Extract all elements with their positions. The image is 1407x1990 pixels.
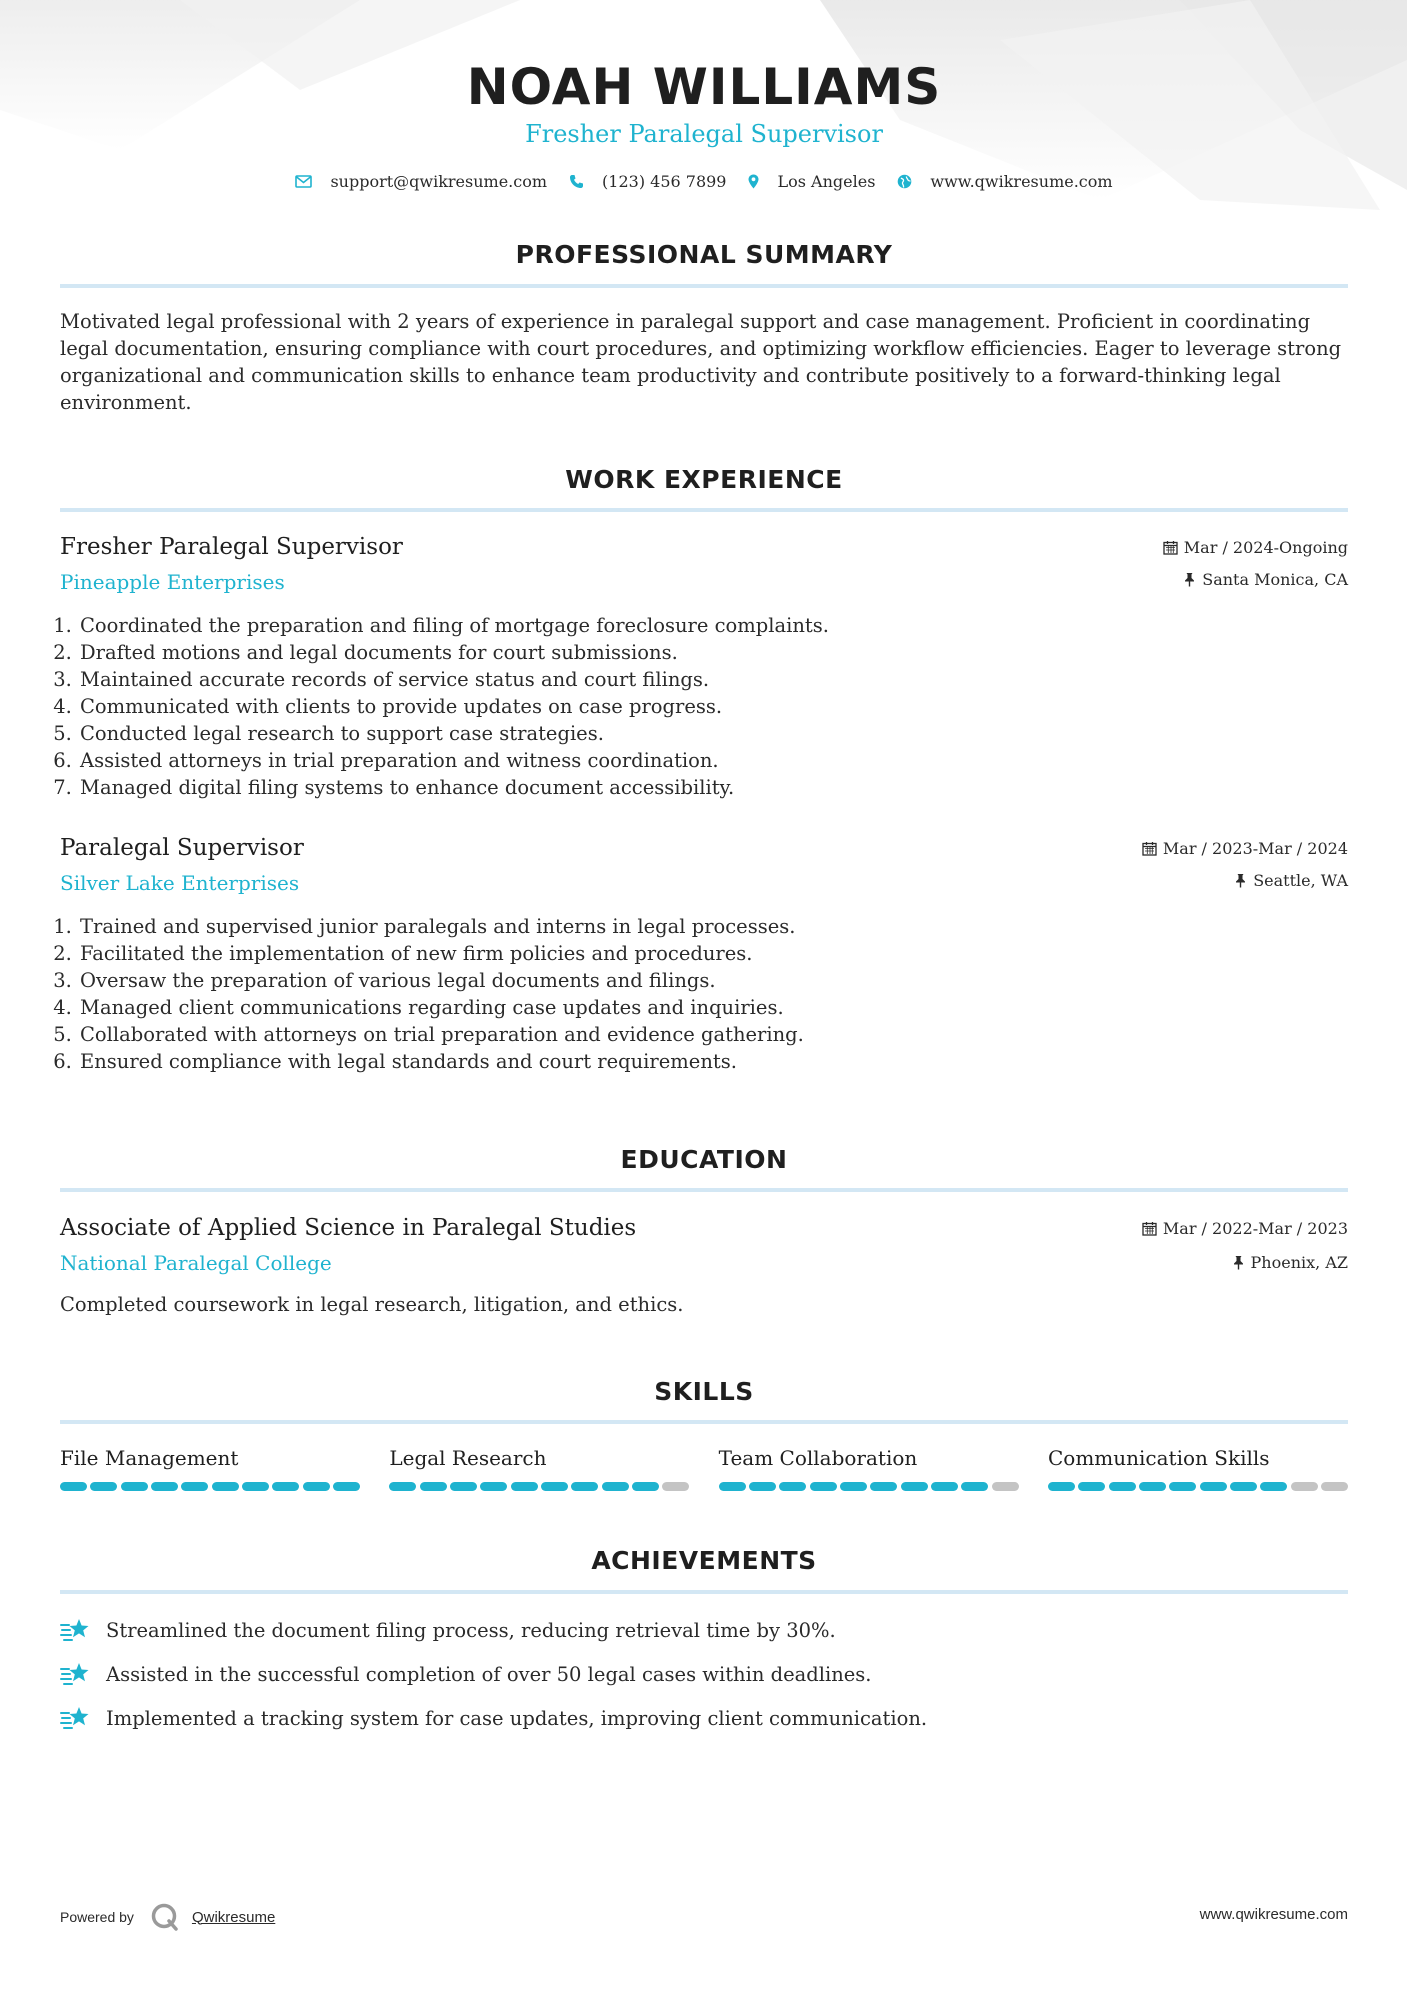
skill-dot-filled [60,1482,87,1491]
footer-powered-by [60,1902,275,1932]
qwikresume-link[interactable]: Qwikresume [191,1908,276,1926]
contact-email[interactable] [295,172,547,191]
job-title: Fresher Paralegal Supervisor [60,534,403,560]
skill-dot-filled [389,1482,416,1491]
footer-website[interactable]: www.qwikresume.com [1199,1906,1348,1923]
job-bullet: 6. Assisted attorneys in trial preparation and witness coordination. [78,747,829,774]
phone-icon [569,174,584,189]
achievement-item [60,1660,872,1688]
job-bullet: 6. Ensured compliance with legal standards and court requirements. [78,1048,804,1075]
job-bullets [60,612,829,801]
powered-by-label: Powered by [60,1909,134,1925]
education-date-text: Mar / 2022-Mar / 2023 [1162,1219,1348,1238]
contact-phone[interactable] [569,172,726,191]
shooting-star-icon [60,1616,92,1644]
skill-dot-filled [810,1482,837,1491]
skill-dot-empty [992,1482,1019,1491]
achievement-item [60,1704,927,1732]
pushpin-icon [1183,572,1196,587]
skill-item [389,1446,689,1491]
candidate-role: Fresher Paralegal Supervisor [525,120,883,148]
qwikresume-logo-icon [150,1902,180,1932]
calendar-icon [1142,1221,1157,1236]
summary-divider [60,284,1348,288]
skill-dot-filled [511,1482,538,1491]
skill-dot-filled [1200,1482,1227,1491]
job-bullet: 5. Collaborated with attorneys on trial preparation and evidence gathering. [78,1021,804,1048]
education-section-title: EDUCATION [620,1145,788,1174]
summary-text: Motivated legal professional with 2 years of experience in paralegal support and case management. Proficient in coordinating legal documentation, ensuring compliance with court procedures, and optimizing workflow efficiencies. Eager to leverage strong organizational and communication skills to enhance team productivity and contribute positively to a forward-thinking legal environment. [60,310,1342,414]
skills-section-title: SKILLS [654,1377,754,1406]
skill-dot-filled [870,1482,897,1491]
job-location [1183,570,1348,589]
skill-level-bar [60,1482,360,1491]
skill-dot-filled [242,1482,269,1491]
skill-dot-filled [151,1482,178,1491]
skill-dot-empty [1291,1482,1318,1491]
skill-dot-empty [1321,1482,1348,1491]
achievements-section-title: ACHIEVEMENTS [591,1546,817,1575]
job-location-text: Seattle, WA [1253,871,1348,890]
job-bullet: 1. Coordinated the preparation and filing of mortgage foreclosure complaints. [78,612,829,639]
job-bullet: 4. Managed client communications regarding case updates and inquiries. [78,994,804,1021]
job-company: Pineapple Enterprises [60,570,285,594]
skill-dot-filled [541,1482,568,1491]
pushpin-icon [1234,873,1247,888]
job-bullet: 4. Communicated with clients to provide updates on case progress. [78,693,829,720]
education-description: Completed coursework in legal research, litigation, and ethics. [60,1293,684,1316]
job-bullet: 7. Managed digital filing systems to enhance document accessibility. [78,774,829,801]
skill-item [1048,1446,1348,1491]
achievement-text: Streamlined the document filing process, reducing retrieval time by 30%. [106,1618,836,1642]
skill-dot-filled [901,1482,928,1491]
skill-dot-filled [303,1482,330,1491]
shooting-star-icon [60,1704,92,1732]
education-location-text: Phoenix, AZ [1250,1253,1348,1272]
skill-dot-filled [779,1482,806,1491]
skill-dot-filled [1169,1482,1196,1491]
skill-level-bar [719,1482,1019,1491]
education-school: National Paralegal College [60,1251,332,1275]
skill-item [60,1446,360,1491]
education-location [1232,1253,1348,1272]
job-location [1234,871,1348,890]
skill-level-bar [1048,1482,1348,1491]
skill-dot-filled [272,1482,299,1491]
skill-dot-filled [1048,1482,1075,1491]
job-bullet: 5. Conducted legal research to support case strategies. [78,720,829,747]
job-bullet: 1. Trained and supervised junior paralegals and interns in legal processes. [78,913,804,940]
skill-dot-filled [571,1482,598,1491]
achievement-item [60,1616,836,1644]
contact-bar [60,172,1348,191]
skill-name: Legal Research [389,1446,547,1470]
skill-dot-filled [931,1482,958,1491]
job-bullets [60,913,804,1075]
skills-divider [60,1420,1348,1424]
skill-dot-empty [662,1482,689,1491]
job-date-text: Mar / 2024-Ongoing [1183,538,1348,557]
skill-dot-filled [90,1482,117,1491]
education-date [1142,1219,1348,1238]
skill-dot-filled [1139,1482,1166,1491]
skill-dot-filled [121,1482,148,1491]
skill-dot-filled [450,1482,477,1491]
job-location-text: Santa Monica, CA [1202,570,1348,589]
contact-location-text: Los Angeles [777,172,876,191]
map-pin-icon [748,174,759,189]
job-title: Paralegal Supervisor [60,835,304,861]
summary-section-title: PROFESSIONAL SUMMARY [515,240,893,269]
experience-divider [60,508,1348,512]
calendar-icon [1163,540,1178,555]
skill-dot-filled [1260,1482,1287,1491]
calendar-icon [1142,841,1157,856]
skill-name: Team Collaboration [718,1446,918,1470]
skill-dot-filled [181,1482,208,1491]
achievements-divider [60,1590,1348,1594]
job-bullet: 3. Oversaw the preparation of various legal documents and filings. [78,967,804,994]
skill-dot-filled [480,1482,507,1491]
skill-dot-filled [1230,1482,1257,1491]
education-divider [60,1188,1348,1192]
envelope-icon [295,175,312,188]
shooting-star-icon [60,1660,92,1688]
skill-dot-filled [212,1482,239,1491]
contact-email-text: support@qwikresume.com [330,172,548,191]
education-degree: Associate of Applied Science in Paralegal Studies [60,1215,637,1241]
achievement-text: Implemented a tracking system for case updates, improving client communication. [106,1706,928,1730]
skill-level-bar [389,1482,689,1491]
job-bullet: 3. Maintained accurate records of service status and court filings. [78,666,829,693]
skill-dot-filled [1078,1482,1105,1491]
skill-dot-filled [719,1482,746,1491]
skill-dot-filled [333,1482,360,1491]
contact-location [748,172,875,191]
skills-grid [60,1446,1348,1491]
skill-dot-filled [961,1482,988,1491]
contact-phone-text: (123) 456 7899 [602,172,727,191]
skill-dot-filled [840,1482,867,1491]
experience-section-title: WORK EXPERIENCE [565,465,843,494]
pushpin-icon [1232,1255,1245,1270]
job-bullet: 2. Facilitated the implementation of new firm policies and procedures. [78,940,804,967]
candidate-name: NOAH WILLIAMS [466,58,942,116]
skill-name: File Management [60,1446,239,1470]
skill-dot-filled [1109,1482,1136,1491]
skill-name: Communication Skills [1047,1446,1270,1470]
skill-dot-filled [420,1482,447,1491]
contact-website[interactable] [897,172,1112,191]
job-date-text: Mar / 2023-Mar / 2024 [1162,839,1348,858]
achievement-text: Assisted in the successful completion of over 50 legal cases within deadlines. [106,1662,872,1686]
job-date [1142,839,1348,858]
job-bullet: 2. Drafted motions and legal documents for court submissions. [78,639,829,666]
job-company: Silver Lake Enterprises [60,871,300,895]
contact-website-text: www.qwikresume.com [930,172,1113,191]
skill-item [719,1446,1019,1491]
skill-dot-filled [749,1482,776,1491]
skill-dot-filled [602,1482,629,1491]
globe-icon [897,174,912,189]
skill-dot-filled [632,1482,659,1491]
job-date [1163,538,1348,557]
